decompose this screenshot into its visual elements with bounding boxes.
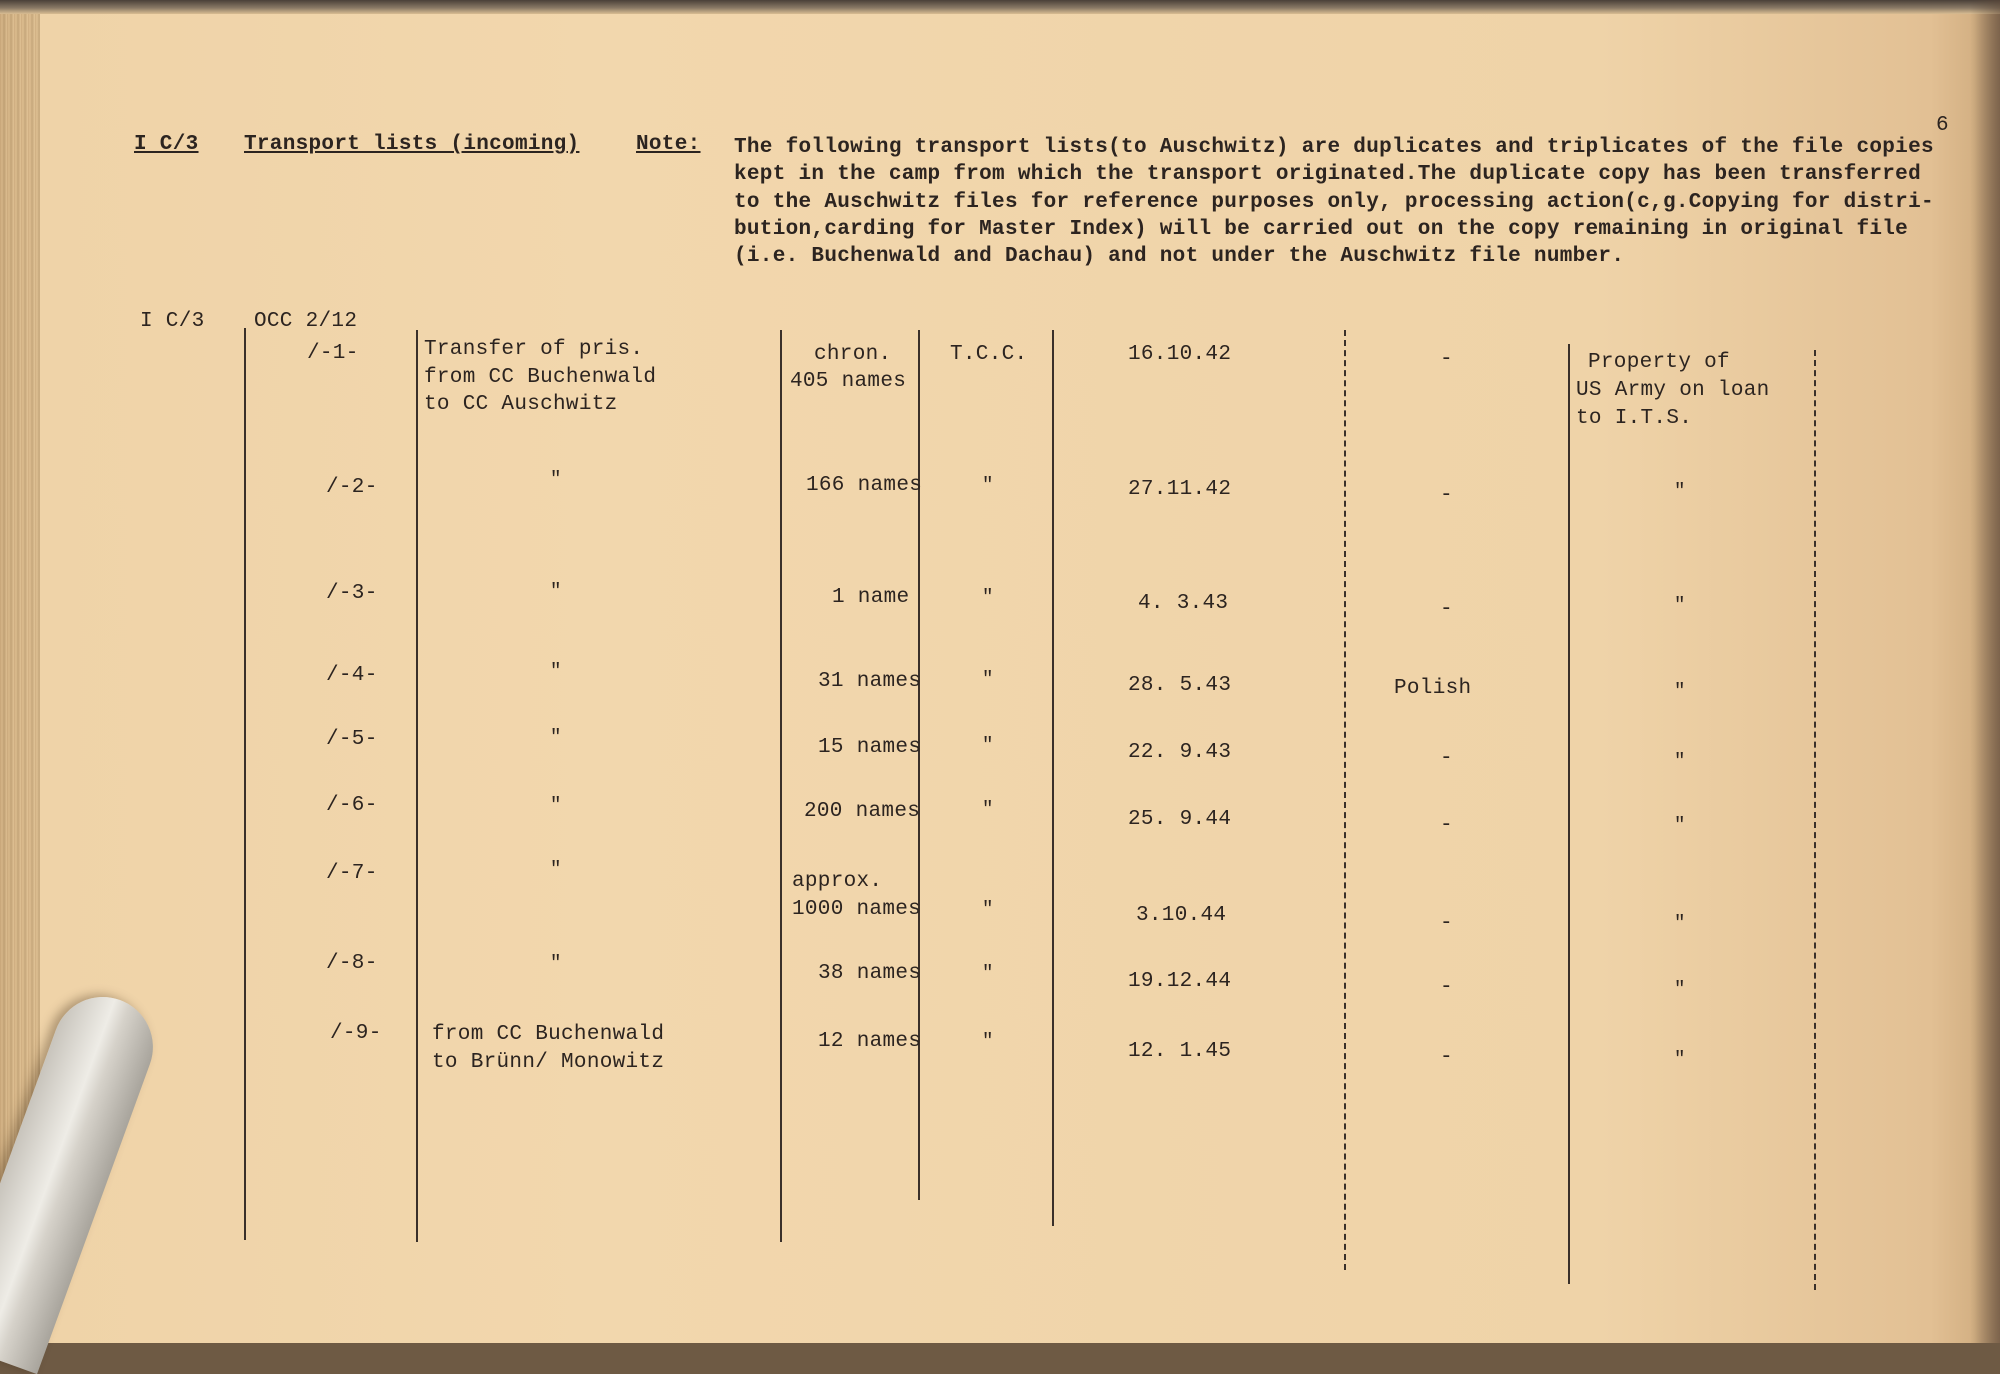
- entry-source: ": [982, 1030, 994, 1052]
- entry-language: -: [1440, 814, 1453, 837]
- entry-names: chron.: [814, 343, 892, 366]
- column-rule: [1814, 350, 1816, 1290]
- entry-language: Polish: [1394, 677, 1472, 700]
- entry-number: /-8-: [326, 952, 378, 975]
- note-label: Note:: [636, 133, 701, 156]
- entry-language: -: [1440, 598, 1453, 621]
- page-number: 6: [1936, 114, 1949, 137]
- entry-remark: ": [1674, 814, 1686, 836]
- entry-description: ": [550, 794, 562, 816]
- column-rule: [244, 328, 246, 1240]
- entry-remark: ": [1674, 594, 1686, 616]
- entry-source: ": [982, 474, 994, 496]
- entry-remark: ": [1674, 1048, 1686, 1070]
- column-rule: [1344, 330, 1346, 1270]
- entry-names: 1000 names: [792, 898, 922, 921]
- entry-description: to CC Auschwitz: [424, 393, 618, 416]
- entry-language: -: [1440, 484, 1453, 507]
- entry-number: /-1-: [307, 342, 359, 365]
- entry-number: /-3-: [326, 582, 378, 605]
- entry-source: ": [982, 734, 994, 756]
- entry-number: /-9-: [330, 1022, 382, 1045]
- entry-names: 405 names: [790, 370, 907, 393]
- entry-names: 12 names: [818, 1030, 922, 1053]
- entry-source: ": [982, 962, 994, 984]
- entry-description: ": [550, 660, 562, 682]
- entry-description: ": [550, 952, 562, 974]
- group-file-number: OCC 2/12: [254, 310, 358, 333]
- page-right-shadow: [1970, 0, 2000, 1343]
- note-line: kept in the camp from which the transport originated.The duplicate copy has been transferred: [734, 163, 1921, 186]
- entry-description: from CC Buchenwald: [424, 366, 657, 389]
- column-rule: [1568, 344, 1570, 1284]
- column-rule: [780, 330, 782, 1242]
- entry-names: 200 names: [804, 800, 921, 823]
- entry-language: -: [1440, 1046, 1453, 1069]
- entry-remark: Property of: [1588, 351, 1730, 374]
- entry-remark: ": [1674, 912, 1686, 934]
- entry-remark: ": [1674, 750, 1686, 772]
- note-line: bution,carding for Master Index) will be carried out on the copy remaining in original file: [734, 218, 1909, 241]
- entry-remark: ": [1674, 680, 1686, 702]
- entry-source: ": [982, 898, 994, 920]
- entry-number: /-5-: [326, 728, 378, 751]
- entry-description: to Brünn/ Monowitz: [432, 1051, 665, 1074]
- entry-date: 25. 9.44: [1128, 808, 1232, 831]
- entry-remark: to I.T.S.: [1576, 407, 1693, 430]
- entry-language: -: [1440, 747, 1453, 770]
- entry-description: Transfer of pris.: [424, 338, 644, 361]
- entry-names: 31 names: [818, 670, 922, 693]
- entry-names: 38 names: [818, 962, 922, 985]
- note-line: The following transport lists(to Auschwitz) are duplicates and triplicates of the file copies: [734, 136, 1934, 159]
- entry-language: -: [1440, 976, 1453, 999]
- header-code: I C/3: [134, 133, 199, 156]
- entry-source: ": [982, 586, 994, 608]
- note-line: to the Auschwitz files for reference purposes only, processing action(c,g.Copying for distri-: [734, 191, 1934, 214]
- entry-date: 3.10.44: [1136, 904, 1227, 927]
- entry-remark: ": [1674, 978, 1686, 1000]
- entry-remark: ": [1674, 480, 1686, 502]
- entry-source: ": [982, 668, 994, 690]
- entry-language: -: [1440, 912, 1453, 935]
- entry-date: 12. 1.45: [1128, 1040, 1232, 1063]
- note-line: (i.e. Buchenwald and Dachau) and not under the Auschwitz file number.: [734, 245, 1625, 268]
- entry-source: ": [982, 798, 994, 820]
- entry-date: 27.11.42: [1128, 478, 1232, 501]
- entry-date: 4. 3.43: [1138, 592, 1229, 615]
- entry-number: /-4-: [326, 664, 378, 687]
- entry-date: 16.10.42: [1128, 343, 1232, 366]
- entry-description: ": [550, 726, 562, 748]
- entry-number: /-6-: [326, 794, 378, 817]
- entry-date: 19.12.44: [1128, 970, 1232, 993]
- entry-source: T.C.C.: [950, 343, 1028, 366]
- entry-names: 166 names: [806, 474, 923, 497]
- entry-description: from CC Buchenwald: [432, 1023, 665, 1046]
- group-code: I C/3: [140, 310, 205, 333]
- column-rule: [416, 330, 418, 1242]
- page-top-shadow: [0, 0, 2000, 14]
- entry-names: 15 names: [818, 736, 922, 759]
- column-rule: [1052, 330, 1054, 1226]
- entry-date: 28. 5.43: [1128, 674, 1232, 697]
- entry-number: /-2-: [326, 476, 378, 499]
- entry-description: ": [550, 580, 562, 602]
- entry-names: approx.: [792, 870, 883, 893]
- entry-remark: US Army on loan: [1576, 379, 1770, 402]
- entry-language: -: [1440, 348, 1453, 371]
- entry-names: 1 name: [832, 586, 910, 609]
- header-title: Transport lists (incoming): [244, 133, 580, 156]
- entry-number: /-7-: [326, 862, 378, 885]
- column-rule: [918, 330, 920, 1200]
- entry-description: ": [550, 858, 562, 880]
- entry-date: 22. 9.43: [1128, 741, 1232, 764]
- entry-description: ": [550, 468, 562, 490]
